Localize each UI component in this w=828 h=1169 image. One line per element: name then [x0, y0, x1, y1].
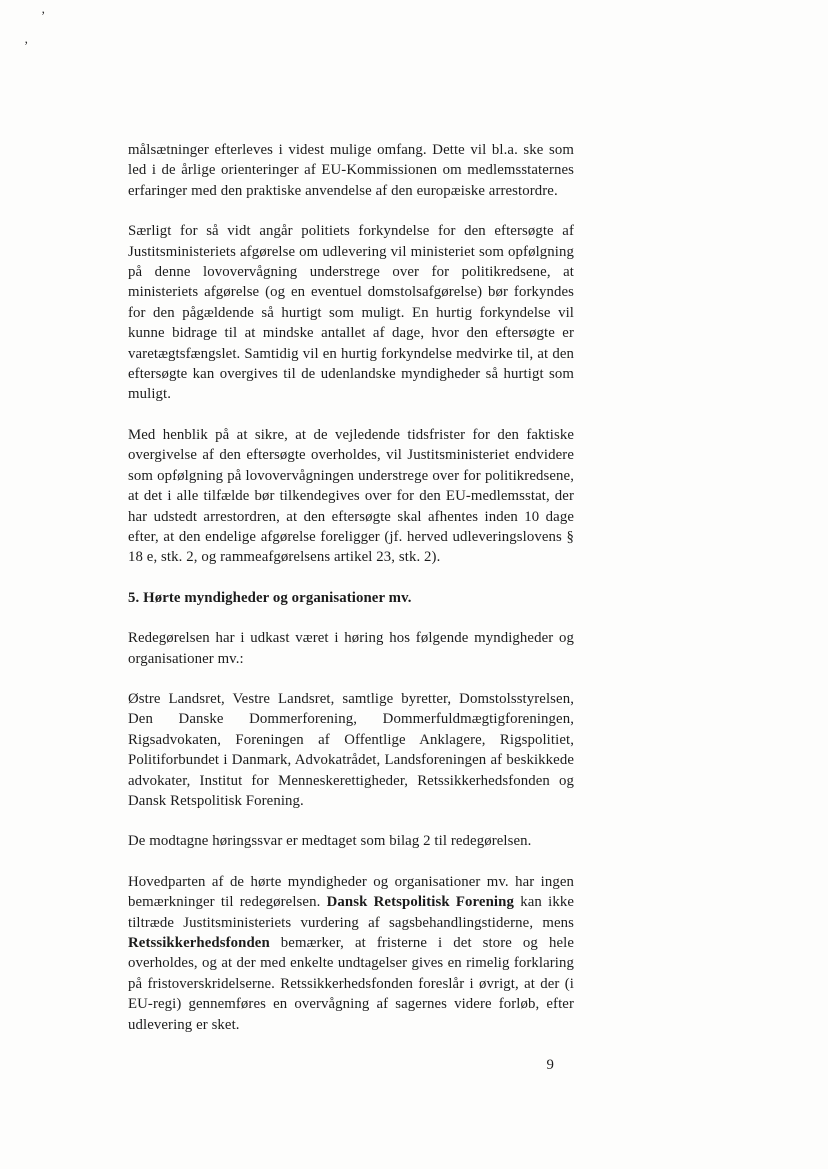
scan-artifact: ’	[24, 38, 29, 53]
paragraph-deadlines: Med henblik på at sikre, at de vejledende tidsfrister for den faktiske overgivelse af den eftersøgte overholdes, vil Justitsministeriet endvidere som opfølgning på lovovervågningen understrege over for politikredsene, at det i alle tilfælde bør tilkendegives over for den EU-medlemsstat, der har udstedt arrestordren, at den eftersøgte skal afhentes inden 10 dage efter, at den endelige afgørelse foreligger (jf. herved udleveringslovens § 18 e, stk. 2, og rammeafgørelsens artikel 23, stk. 2).	[128, 426, 574, 566]
text-column	[128, 140, 574, 1075]
paragraph-annex-note: De modtagne høringssvar er medtaget som bilag 2 til redegørelsen.	[128, 833, 532, 850]
paragraph-hearing-intro: Redegørelsen har i udkast været i høring hos følgende myndigheder og organisationer mv.:	[128, 630, 574, 667]
paragraph-run: Hovedparten af de hørte myndigheder og organisationer mv. har ingen bemærkninger til redegørelsen.	[128, 873, 574, 911]
org-name-dansk-retspolitisk-forening: Dansk Retspolitisk Forening	[326, 894, 514, 911]
page-number: 9	[546, 1057, 554, 1074]
paragraph-run: kan ikke tiltræde Justitsministeriets vurdering af sagsbehandlingstiderne, mens	[128, 894, 574, 931]
paragraph-run: bemærker, at fristerne i det store og hele overholdes, og at der med enkelte undtagelser gives en rimelig forklaring på fristoverskridelserne. Retssikkerhedsfonden foreslår i øvrigt, at der (i EU-regi) gennemføres en overvågning af sagernes videre forløb, efter udlevering er sket.	[128, 935, 574, 1033]
scan-artifact: ’	[41, 8, 46, 23]
org-name-retssikkerhedsfonden: Retssikkerhedsfonden	[128, 935, 270, 951]
paragraph-authorities-list: Østre Landsret, Vestre Landsret, samtlige byretter, Domstolsstyrelsen, Den Danske Dommerforening, Dommerfuldmægtigforeningen, Rigsadvokaten, Foreningen af Offentlige Anklagere, Rigspolitiet, Politiforbundet i Danmark, Advokatrådet, Landsforeningen af beskikkede advokater, Institut for Menneskerettigheder, Retssikkerhedsfonden og Dansk Retspolitisk Forening.	[128, 690, 574, 809]
paragraph-police-notification: Særligt for så vidt angår politiets forkyndelse for den eftersøgte af Justitsministeriets afgørelse om udlevering vil ministeriet som opfølgning på denne lovovervågning understrege over for politikredsene, at ministeriets afgørelse (og en eventuel domstolsafgørelse) bør forkyndes for den pågældende så hurtigt som muligt. En hurtig forkyndelse vil kunne bidrage til at mindske antallet af dage, hvor den eftersøgte er varetægtsfængslet. Samtidig vil en hurtig forkyndelse medvirke til, at den eftersøgte kan overgives til de udenlandske myndigheder så hurtigt som muligt.	[128, 223, 574, 403]
paragraph-hearing-responses	[128, 872, 574, 1035]
section-heading-consulted-authorities: 5. Hørte myndigheder og organisationer mv.	[128, 589, 412, 606]
paragraph-objectives: målsætninger efterleves i videst mulige omfang. Dette vil bl.a. ske som led i de årlige orienteringer af EU-Kommissionen om medlemsstaternes erfaringer med den praktiske anvendelse af den europæiske arrestordre.	[128, 142, 574, 199]
